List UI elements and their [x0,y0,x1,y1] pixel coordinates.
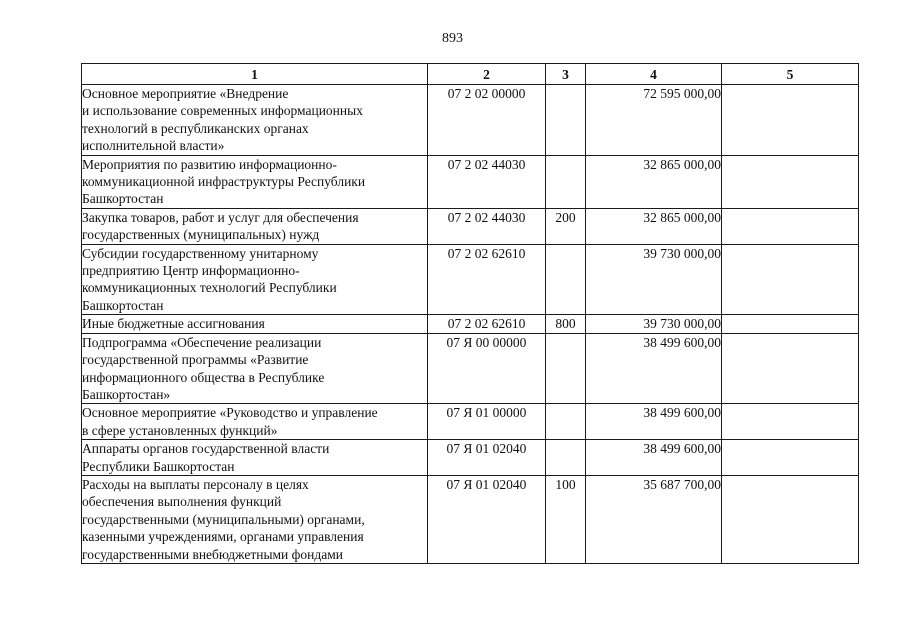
row-col5 [722,475,859,563]
row-amount: 32 865 000,00 [586,208,722,244]
row-amount: 72 595 000,00 [586,85,722,156]
table-row [82,155,859,208]
row-name: Закупка товаров, работ и услуг для обеспечения государственных (муниципальных) нужд [82,208,428,244]
table-row [82,333,859,404]
table-row [82,208,859,244]
budget-table [81,63,859,564]
header-col-5: 5 [722,64,859,85]
row-expense-type [546,85,586,156]
row-code: 07 2 02 44030 [428,208,546,244]
table-row [82,315,859,333]
page-number: 893 [442,31,463,46]
row-col5 [722,155,859,208]
row-amount: 38 499 600,00 [586,440,722,476]
row-expense-type: 100 [546,475,586,563]
row-code: 07 Я 01 00000 [428,404,546,440]
row-code: 07 Я 01 02040 [428,475,546,563]
row-name: Субсидии государственному унитарному предприятию Центр информационно- коммуникационных технологий Республики Башкортостан [82,244,428,315]
row-name: Основное мероприятие «Внедрение и использование современных информационных технологий в республиканских органах исполнительной власти» [82,85,428,156]
row-name: Подпрограмма «Обеспечение реализации государственной программы «Развитие информационного общества в Республике Башкортостан» [82,333,428,404]
row-code: 07 2 02 62610 [428,244,546,315]
row-expense-type [546,440,586,476]
row-expense-type [546,404,586,440]
row-amount: 35 687 700,00 [586,475,722,563]
table-row [82,404,859,440]
row-expense-type: 200 [546,208,586,244]
row-amount: 39 730 000,00 [586,315,722,333]
row-col5 [722,85,859,156]
row-col5 [722,244,859,315]
row-col5 [722,208,859,244]
header-col-3: 3 [546,64,586,85]
row-code: 07 2 02 44030 [428,155,546,208]
header-col-4: 4 [586,64,722,85]
row-name: Иные бюджетные ассигнования [82,315,428,333]
table-row [82,85,859,156]
row-code: 07 Я 01 02040 [428,440,546,476]
row-col5 [722,440,859,476]
table-row [82,475,859,563]
row-col5 [722,315,859,333]
row-amount: 38 499 600,00 [586,404,722,440]
row-expense-type [546,333,586,404]
row-name: Мероприятия по развитию информационно- коммуникационной инфраструктуры Республики Башкортостан [82,155,428,208]
header-col-2: 2 [428,64,546,85]
row-col5 [722,333,859,404]
table-body [82,85,859,564]
table-row [82,244,859,315]
row-amount: 32 865 000,00 [586,155,722,208]
row-name: Аппараты органов государственной власти Республики Башкортостан [82,440,428,476]
table-header [82,64,859,85]
row-code: 07 2 02 00000 [428,85,546,156]
row-code: 07 Я 00 00000 [428,333,546,404]
row-amount: 38 499 600,00 [586,333,722,404]
header-row [82,64,859,85]
row-expense-type [546,244,586,315]
row-name: Расходы на выплаты персоналу в целях обеспечения выполнения функций государственными (муниципальными) органами, казенными учреждениями, органами управления государственными внебюджетными фондами [82,475,428,563]
row-expense-type: 800 [546,315,586,333]
header-col-1: 1 [82,64,428,85]
table-row [82,440,859,476]
row-expense-type [546,155,586,208]
row-amount: 39 730 000,00 [586,244,722,315]
row-code: 07 2 02 62610 [428,315,546,333]
row-name: Основное мероприятие «Руководство и управление в сфере установленных функций» [82,404,428,440]
row-col5 [722,404,859,440]
